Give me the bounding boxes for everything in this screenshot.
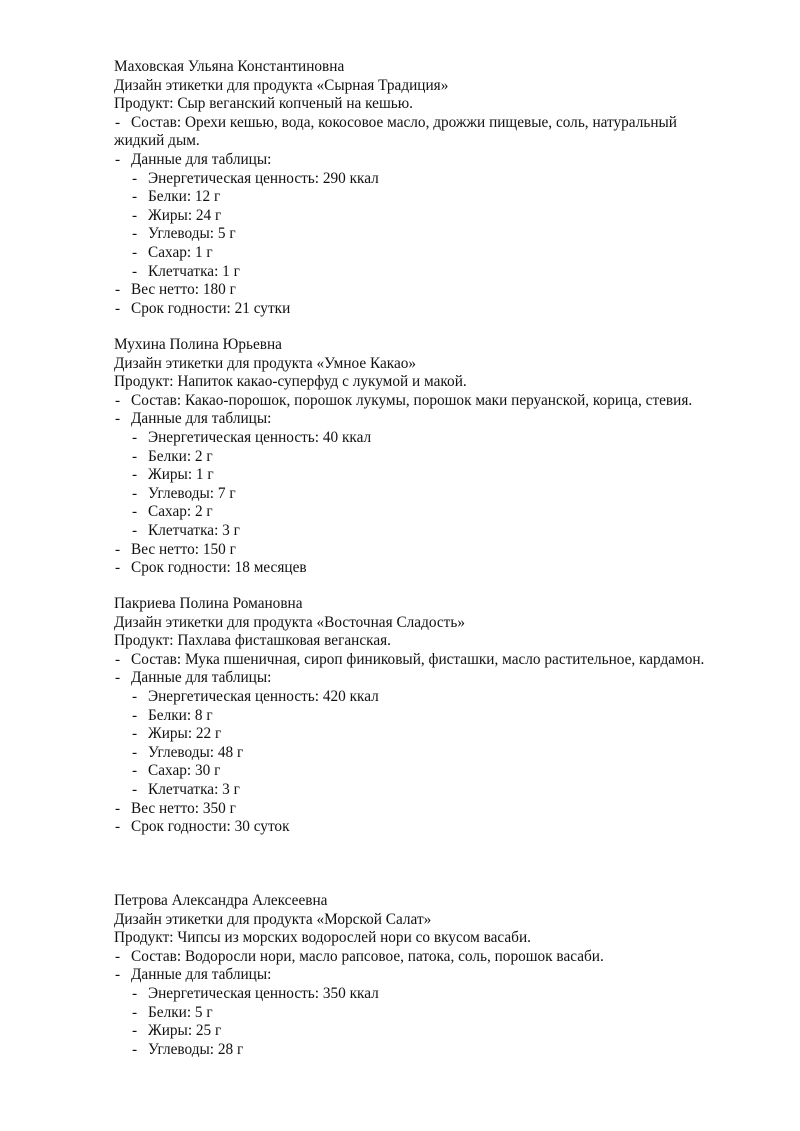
dash-marker: - [115,150,121,168]
nutrition-text: Жиры: 24 г [148,206,222,224]
dash-marker: - [132,169,138,187]
product-description: Продукт: Сыр веганский копченый на кешью. [114,95,413,113]
dash-marker: - [115,410,121,428]
composition-text: Состав: Орехи кешью, вода, кокосовое масло, дрожжи пищевые, соль, натуральный [131,113,677,131]
nutrition-item [114,485,764,504]
nutrition-item [114,207,764,226]
nutrition-item [114,170,764,189]
product-description: Продукт: Пахлава фисташковая веганская. [114,632,391,650]
composition-item [114,651,764,670]
nutrition-item [114,503,764,522]
nutrition-text: Сахар: 2 г [148,503,213,521]
nutrition-text: Белки: 5 г [148,1003,213,1021]
product-description: Продукт: Напиток какао-суперфуд с лукумой и макой. [114,373,467,391]
table-header: Данные для таблицы: [131,966,272,984]
nutrition-text: Энергетическая ценность: 40 ккал [148,428,372,446]
composition-text: Состав: Мука пшеничная, сироп финиковый, фисташки, масло растительное, кардамон. [131,650,705,668]
dash-marker: - [132,243,138,261]
author-name: Мухина Полина Юрьевна [114,336,282,353]
nutrition-text: Углеводы: 28 г [148,1040,244,1058]
table-header: Данные для таблицы: [131,669,272,687]
dash-marker: - [115,391,121,409]
table-header-item [114,151,764,170]
composition-text: Состав: Какао-порошок, порошок лукумы, порошок маки перуанской, корица, стевия. [131,391,693,409]
nutrition-item [114,466,764,485]
nutrition-item [114,188,764,207]
nutrition-item [114,985,764,1004]
entry-makhovskaya [114,58,764,318]
shelf-life-item [114,818,764,837]
nutrition-text: Жиры: 25 г [148,1022,222,1040]
dash-marker: - [132,466,138,484]
composition-item [114,948,764,967]
nutrition-item [114,1041,764,1060]
dash-marker: - [115,650,121,668]
dash-marker: - [115,281,121,299]
shelf-life-item [114,300,764,319]
dash-marker: - [115,559,121,577]
dash-marker: - [115,966,121,984]
table-header: Данные для таблицы: [131,150,272,168]
design-title: Дизайн этикетки для продукта «Умное Какао» [114,354,417,372]
product-description: Продукт: Чипсы из морских водорослей нори со вкусом васаби. [114,929,531,947]
table-header-item [114,669,764,688]
nutrition-text: Энергетическая ценность: 350 ккал [148,984,379,1002]
nutrition-item [114,244,764,263]
nutrition-text: Энергетическая ценность: 420 ккал [148,687,379,705]
nutrition-text: Клетчатка: 3 г [148,521,240,539]
net-weight: Вес нетто: 350 г [131,799,236,817]
table-header-item [114,966,764,985]
nutrition-text: Клетчатка: 1 г [148,262,240,280]
table-header: Данные для таблицы: [131,410,272,428]
dash-marker: - [132,521,138,539]
nutrition-item [114,688,764,707]
shelf-life: Срок годности: 21 сутки [131,299,291,317]
nutrition-text: Белки: 12 г [148,188,221,206]
nutrition-item [114,263,764,282]
dash-marker: - [132,503,138,521]
dash-marker: - [132,447,138,465]
composition-item [114,114,764,133]
nutrition-item [114,522,764,541]
nutrition-item [114,781,764,800]
nutrition-text: Жиры: 1 г [148,466,214,484]
nutrition-item [114,429,764,448]
dash-marker: - [115,669,121,687]
author-name: Пакриева Полина Романовна [114,595,303,612]
dash-marker: - [132,225,138,243]
net-weight: Вес нетто: 150 г [131,540,236,558]
dash-marker: - [115,113,121,131]
net-weight-item [114,281,764,300]
dash-marker: - [132,428,138,446]
composition-text: Состав: Водоросли нори, масло рапсовое, патока, соль, порошок васаби. [131,947,604,965]
author-name: Маховская Ульяна Константиновна [114,58,345,75]
nutrition-text: Сахар: 30 г [148,762,221,780]
entry-pakrieva [114,595,764,837]
author-name: Петрова Александра Алексеевна [114,892,328,909]
nutrition-text: Клетчатка: 3 г [148,780,240,798]
nutrition-text: Жиры: 22 г [148,725,222,743]
shelf-life-item [114,559,764,578]
nutrition-text: Углеводы: 5 г [148,225,236,243]
dash-marker: - [115,540,121,558]
net-weight-item [114,800,764,819]
net-weight-item [114,541,764,560]
nutrition-item [114,744,764,763]
table-header-item [114,410,764,429]
nutrition-item [114,707,764,726]
nutrition-text: Углеводы: 48 г [148,743,244,761]
dash-marker: - [132,206,138,224]
dash-marker: - [132,762,138,780]
nutrition-text: Сахар: 1 г [148,243,213,261]
dash-marker: - [115,299,121,317]
dash-marker: - [132,1022,138,1040]
entry-petrova [114,892,764,1059]
dash-marker: - [132,743,138,761]
dash-marker: - [132,706,138,724]
nutrition-item [114,725,764,744]
nutrition-item [114,448,764,467]
dash-marker: - [132,484,138,502]
dash-marker: - [132,725,138,743]
nutrition-item [114,1022,764,1041]
dash-marker: - [132,262,138,280]
nutrition-text: Углеводы: 7 г [148,484,236,502]
shelf-life: Срок годности: 18 месяцев [131,559,307,577]
dash-marker: - [132,188,138,206]
composition-item [114,392,764,411]
design-title: Дизайн этикетки для продукта «Сырная Традиция» [114,76,449,94]
dash-marker: - [132,1040,138,1058]
design-title: Дизайн этикетки для продукта «Морской Салат» [114,910,432,928]
design-title: Дизайн этикетки для продукта «Восточная Сладость» [114,613,465,631]
dash-marker: - [132,687,138,705]
nutrition-text: Энергетическая ценность: 290 ккал [148,169,379,187]
composition-continuation: жидкий дым. [114,132,200,150]
dash-marker: - [115,947,121,965]
shelf-life: Срок годности: 30 суток [131,818,290,836]
entry-mukhina [114,336,764,578]
net-weight: Вес нетто: 180 г [131,281,236,299]
dash-marker: - [115,818,121,836]
dash-marker: - [132,780,138,798]
nutrition-item [114,225,764,244]
dash-marker: - [132,984,138,1002]
nutrition-text: Белки: 2 г [148,447,213,465]
nutrition-item [114,762,764,781]
nutrition-item [114,1004,764,1023]
nutrition-text: Белки: 8 г [148,706,213,724]
dash-marker: - [132,1003,138,1021]
dash-marker: - [115,799,121,817]
